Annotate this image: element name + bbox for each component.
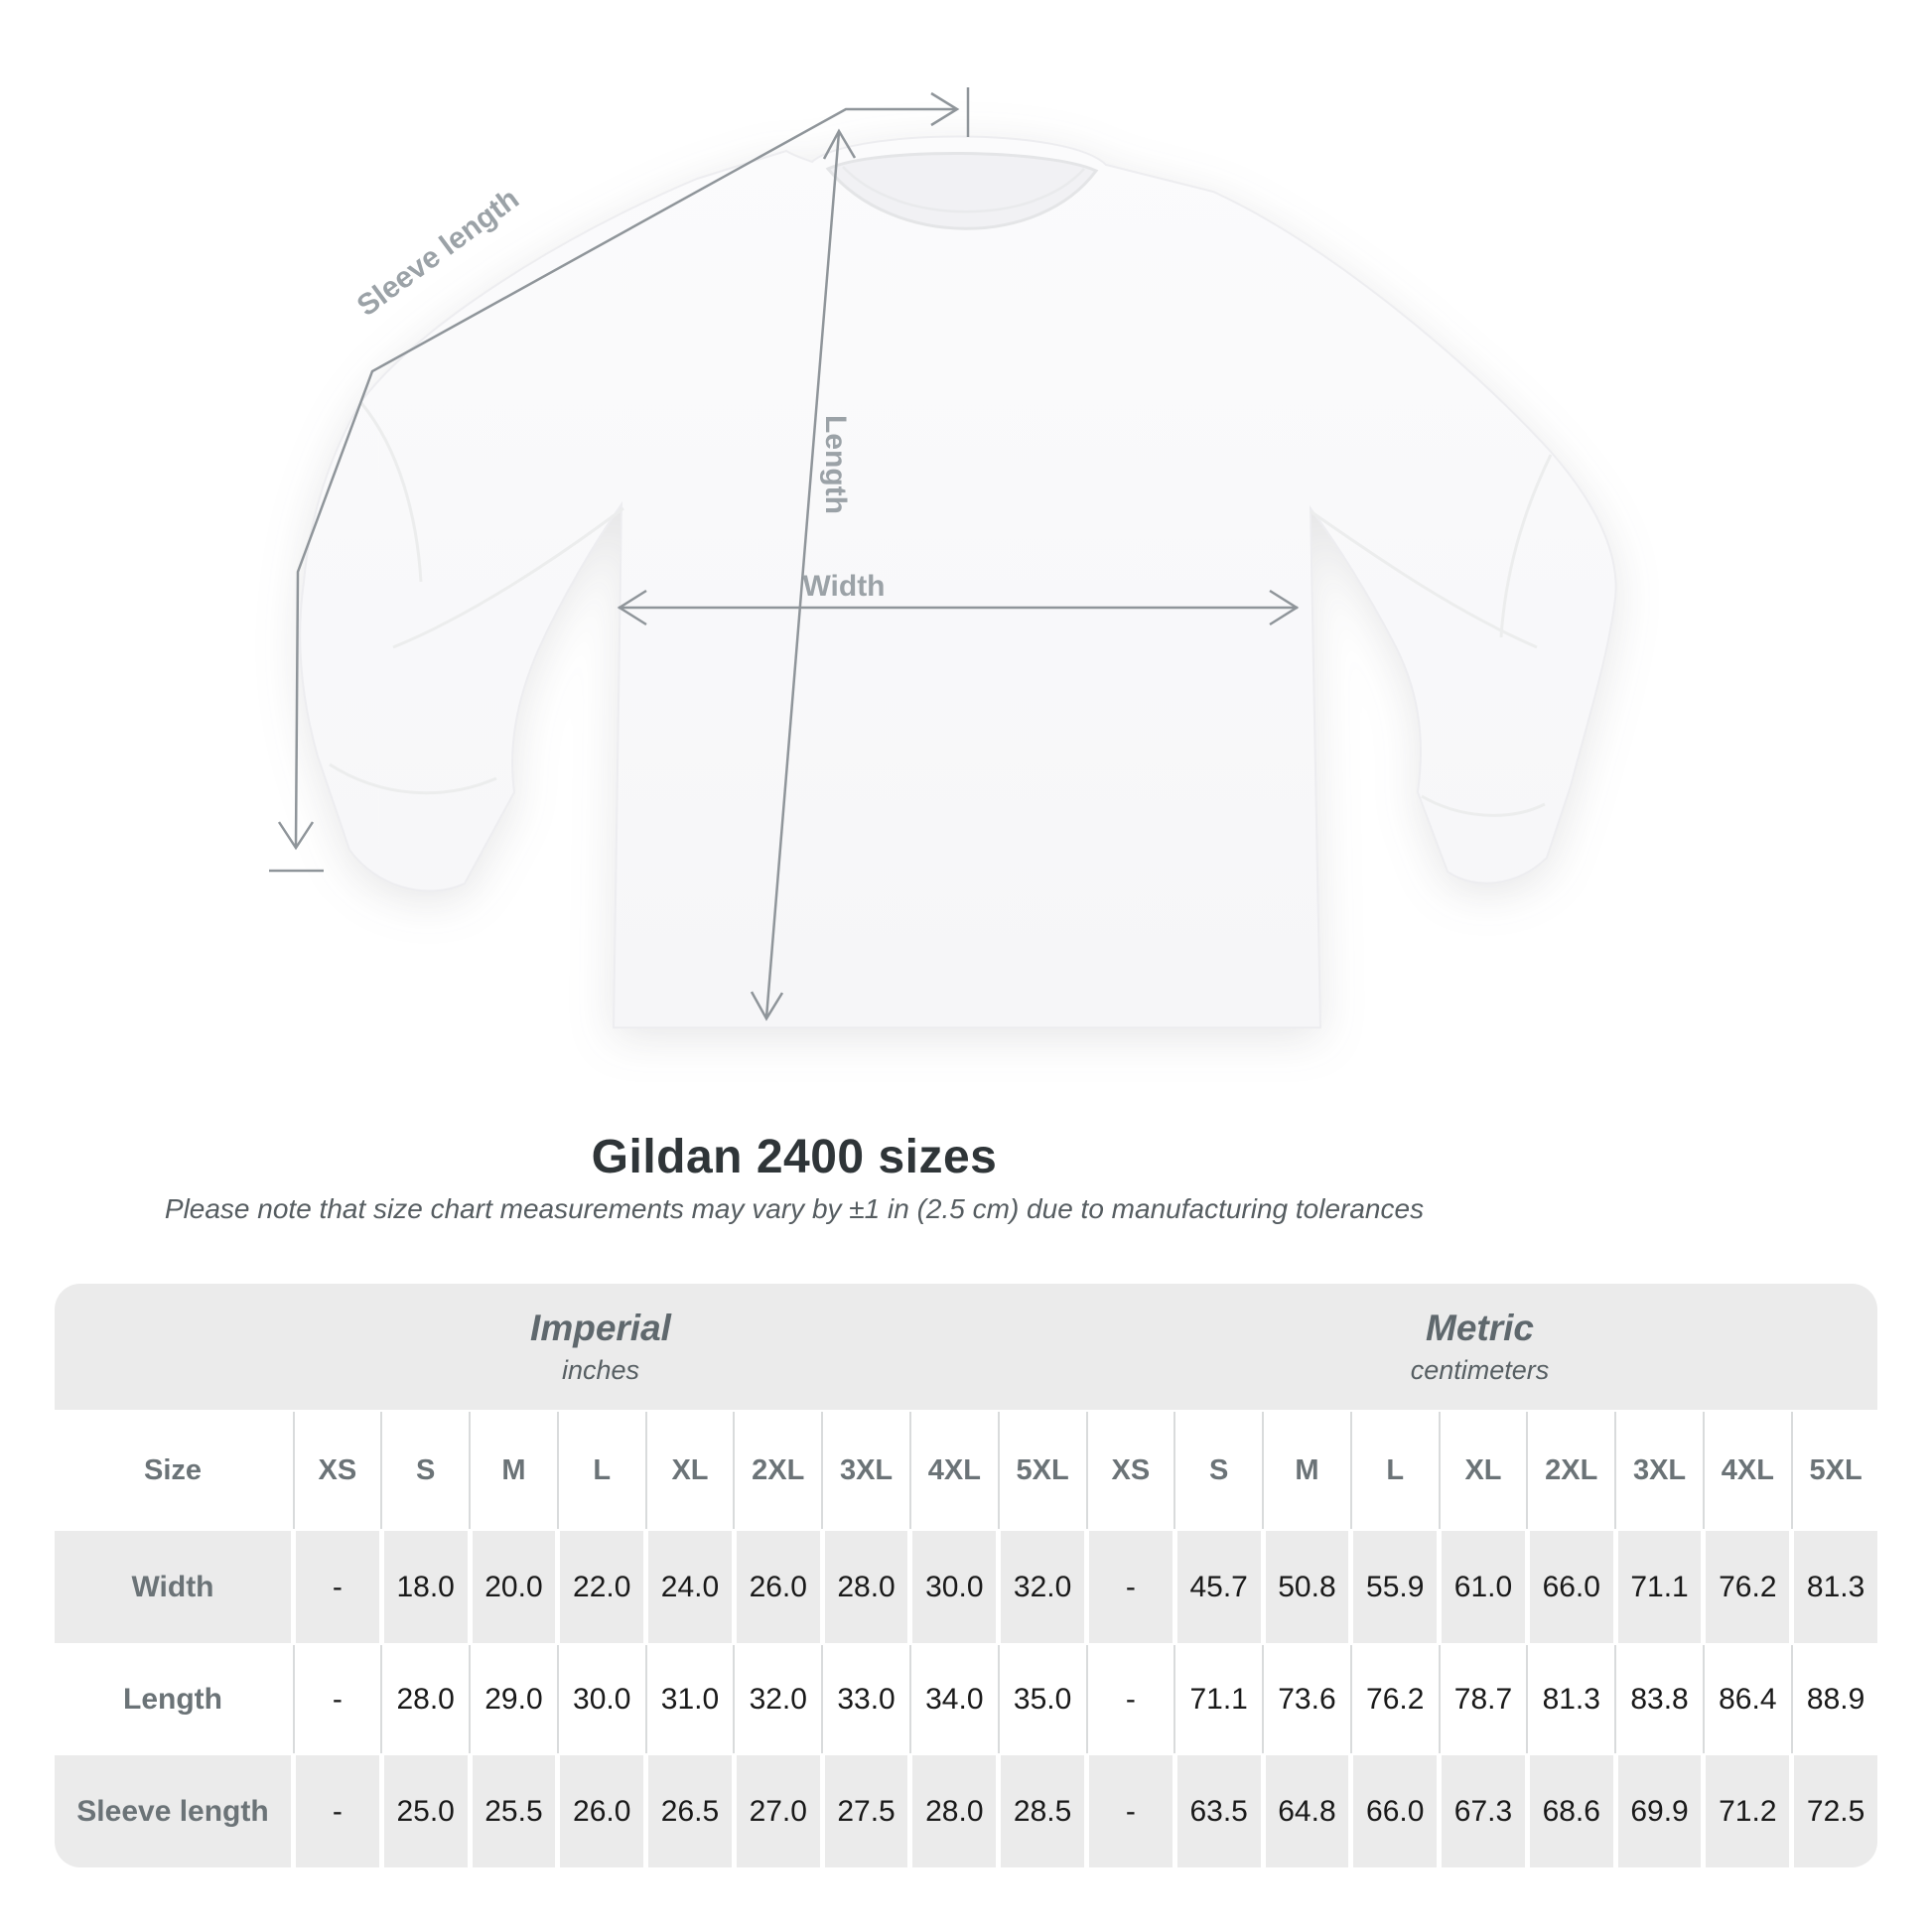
table-cell: 34.0 bbox=[912, 1643, 996, 1755]
imperial-unit: inches bbox=[561, 1355, 640, 1385]
size-col-header: M bbox=[1266, 1410, 1349, 1531]
table-cell: 76.2 bbox=[1353, 1643, 1437, 1755]
imperial-header bbox=[104, 1284, 1097, 1410]
size-col-header: S bbox=[384, 1410, 468, 1531]
size-col-header: S bbox=[1177, 1410, 1261, 1531]
table-cell: 73.6 bbox=[1266, 1643, 1349, 1755]
page-title: Gildan 2400 sizes bbox=[591, 1131, 998, 1183]
table-cell: 81.3 bbox=[1530, 1643, 1613, 1755]
row-label: Width bbox=[55, 1531, 291, 1643]
table-cell: 26.5 bbox=[648, 1755, 732, 1867]
table-cell: 78.7 bbox=[1442, 1643, 1525, 1755]
table-cell: 61.0 bbox=[1442, 1531, 1525, 1643]
size-col-header: 3XL bbox=[825, 1410, 908, 1531]
table-cell: - bbox=[296, 1531, 379, 1643]
size-header-cell: Size bbox=[55, 1410, 291, 1531]
size-col-header: 4XL bbox=[912, 1410, 996, 1531]
table-cell: 20.0 bbox=[473, 1531, 556, 1643]
table-row-sleeve-length bbox=[55, 1755, 1877, 1867]
table-cell: 64.8 bbox=[1266, 1755, 1349, 1867]
table-cell: 68.6 bbox=[1530, 1755, 1613, 1867]
table-cell: 35.0 bbox=[1001, 1643, 1084, 1755]
table-cell: - bbox=[1089, 1755, 1173, 1867]
table-cell: 27.5 bbox=[825, 1755, 908, 1867]
size-header-row bbox=[55, 1410, 1877, 1531]
size-col-header: L bbox=[1353, 1410, 1437, 1531]
table-cell: 22.0 bbox=[560, 1531, 643, 1643]
imperial-title: Imperial bbox=[530, 1308, 671, 1348]
table-cell: 76.2 bbox=[1706, 1531, 1789, 1643]
length-label: Length bbox=[819, 415, 852, 514]
table-cell: 67.3 bbox=[1442, 1755, 1525, 1867]
size-col-header: XS bbox=[296, 1410, 379, 1531]
table-cell: 55.9 bbox=[1353, 1531, 1437, 1643]
table-cell: 26.0 bbox=[737, 1531, 820, 1643]
table-cell: 66.0 bbox=[1530, 1531, 1613, 1643]
table-cell: 29.0 bbox=[473, 1643, 556, 1755]
size-col-header: M bbox=[473, 1410, 556, 1531]
sleeve-length-label: Sleeve length bbox=[350, 182, 525, 324]
width-label: Width bbox=[802, 570, 886, 603]
table-cell: 50.8 bbox=[1266, 1531, 1349, 1643]
table-cell: 69.9 bbox=[1618, 1755, 1702, 1867]
table-cell: 31.0 bbox=[648, 1643, 732, 1755]
table-cell: 25.5 bbox=[473, 1755, 556, 1867]
metric-title: Metric bbox=[1426, 1308, 1534, 1348]
size-col-header: 3XL bbox=[1618, 1410, 1702, 1531]
table-cell: 18.0 bbox=[384, 1531, 468, 1643]
size-col-header: XL bbox=[1442, 1410, 1525, 1531]
size-col-header: 5XL bbox=[1794, 1410, 1877, 1531]
table-cell: 33.0 bbox=[825, 1643, 908, 1755]
table-row-length bbox=[55, 1643, 1877, 1755]
metric-header bbox=[1082, 1284, 1877, 1410]
table-cell: - bbox=[1089, 1643, 1173, 1755]
table-cell: 28.0 bbox=[384, 1643, 468, 1755]
table-cell: 88.9 bbox=[1794, 1643, 1877, 1755]
table-cell: 71.1 bbox=[1618, 1531, 1702, 1643]
table-cell: 24.0 bbox=[648, 1531, 732, 1643]
table-cell: 32.0 bbox=[737, 1643, 820, 1755]
table-cell: 30.0 bbox=[912, 1531, 996, 1643]
size-col-header: 2XL bbox=[737, 1410, 820, 1531]
unit-band bbox=[55, 1284, 1877, 1410]
table-cell: 30.0 bbox=[560, 1643, 643, 1755]
table-cell: - bbox=[1089, 1531, 1173, 1643]
size-col-header: 4XL bbox=[1706, 1410, 1789, 1531]
table-cell: - bbox=[296, 1755, 379, 1867]
table-cell: 27.0 bbox=[737, 1755, 820, 1867]
table-cell: 32.0 bbox=[1001, 1531, 1084, 1643]
table-cell: - bbox=[296, 1643, 379, 1755]
table-cell: 28.5 bbox=[1001, 1755, 1084, 1867]
size-col-header: XS bbox=[1089, 1410, 1173, 1531]
size-col-header: XL bbox=[648, 1410, 732, 1531]
table-cell: 28.0 bbox=[912, 1755, 996, 1867]
table-cell: 81.3 bbox=[1794, 1531, 1877, 1643]
page-subtitle: Please note that size chart measurements may vary by ±1 in (2.5 cm) due to manufacturing tolerances bbox=[164, 1193, 1425, 1224]
table-cell: 28.0 bbox=[825, 1531, 908, 1643]
table-row-width bbox=[55, 1531, 1877, 1643]
size-col-header: 2XL bbox=[1530, 1410, 1613, 1531]
table-cell: 45.7 bbox=[1177, 1531, 1261, 1643]
table-cell: 72.5 bbox=[1794, 1755, 1877, 1867]
table-cell: 71.1 bbox=[1177, 1643, 1261, 1755]
table-cell: 83.8 bbox=[1618, 1643, 1702, 1755]
size-col-header: 5XL bbox=[1001, 1410, 1084, 1531]
metric-unit: centimeters bbox=[1410, 1355, 1550, 1385]
row-label: Sleeve length bbox=[55, 1755, 291, 1867]
size-col-header: L bbox=[560, 1410, 643, 1531]
table-cell: 25.0 bbox=[384, 1755, 468, 1867]
size-table bbox=[55, 1284, 1877, 1867]
table-cell: 26.0 bbox=[560, 1755, 643, 1867]
table-cell: 63.5 bbox=[1177, 1755, 1261, 1867]
shirt-measurement-diagram bbox=[149, 40, 1797, 1102]
table-cell: 66.0 bbox=[1353, 1755, 1437, 1867]
table-cell: 86.4 bbox=[1706, 1643, 1789, 1755]
table-cell: 71.2 bbox=[1706, 1755, 1789, 1867]
shirt-graphic bbox=[300, 137, 1615, 1029]
row-label: Length bbox=[55, 1643, 291, 1755]
